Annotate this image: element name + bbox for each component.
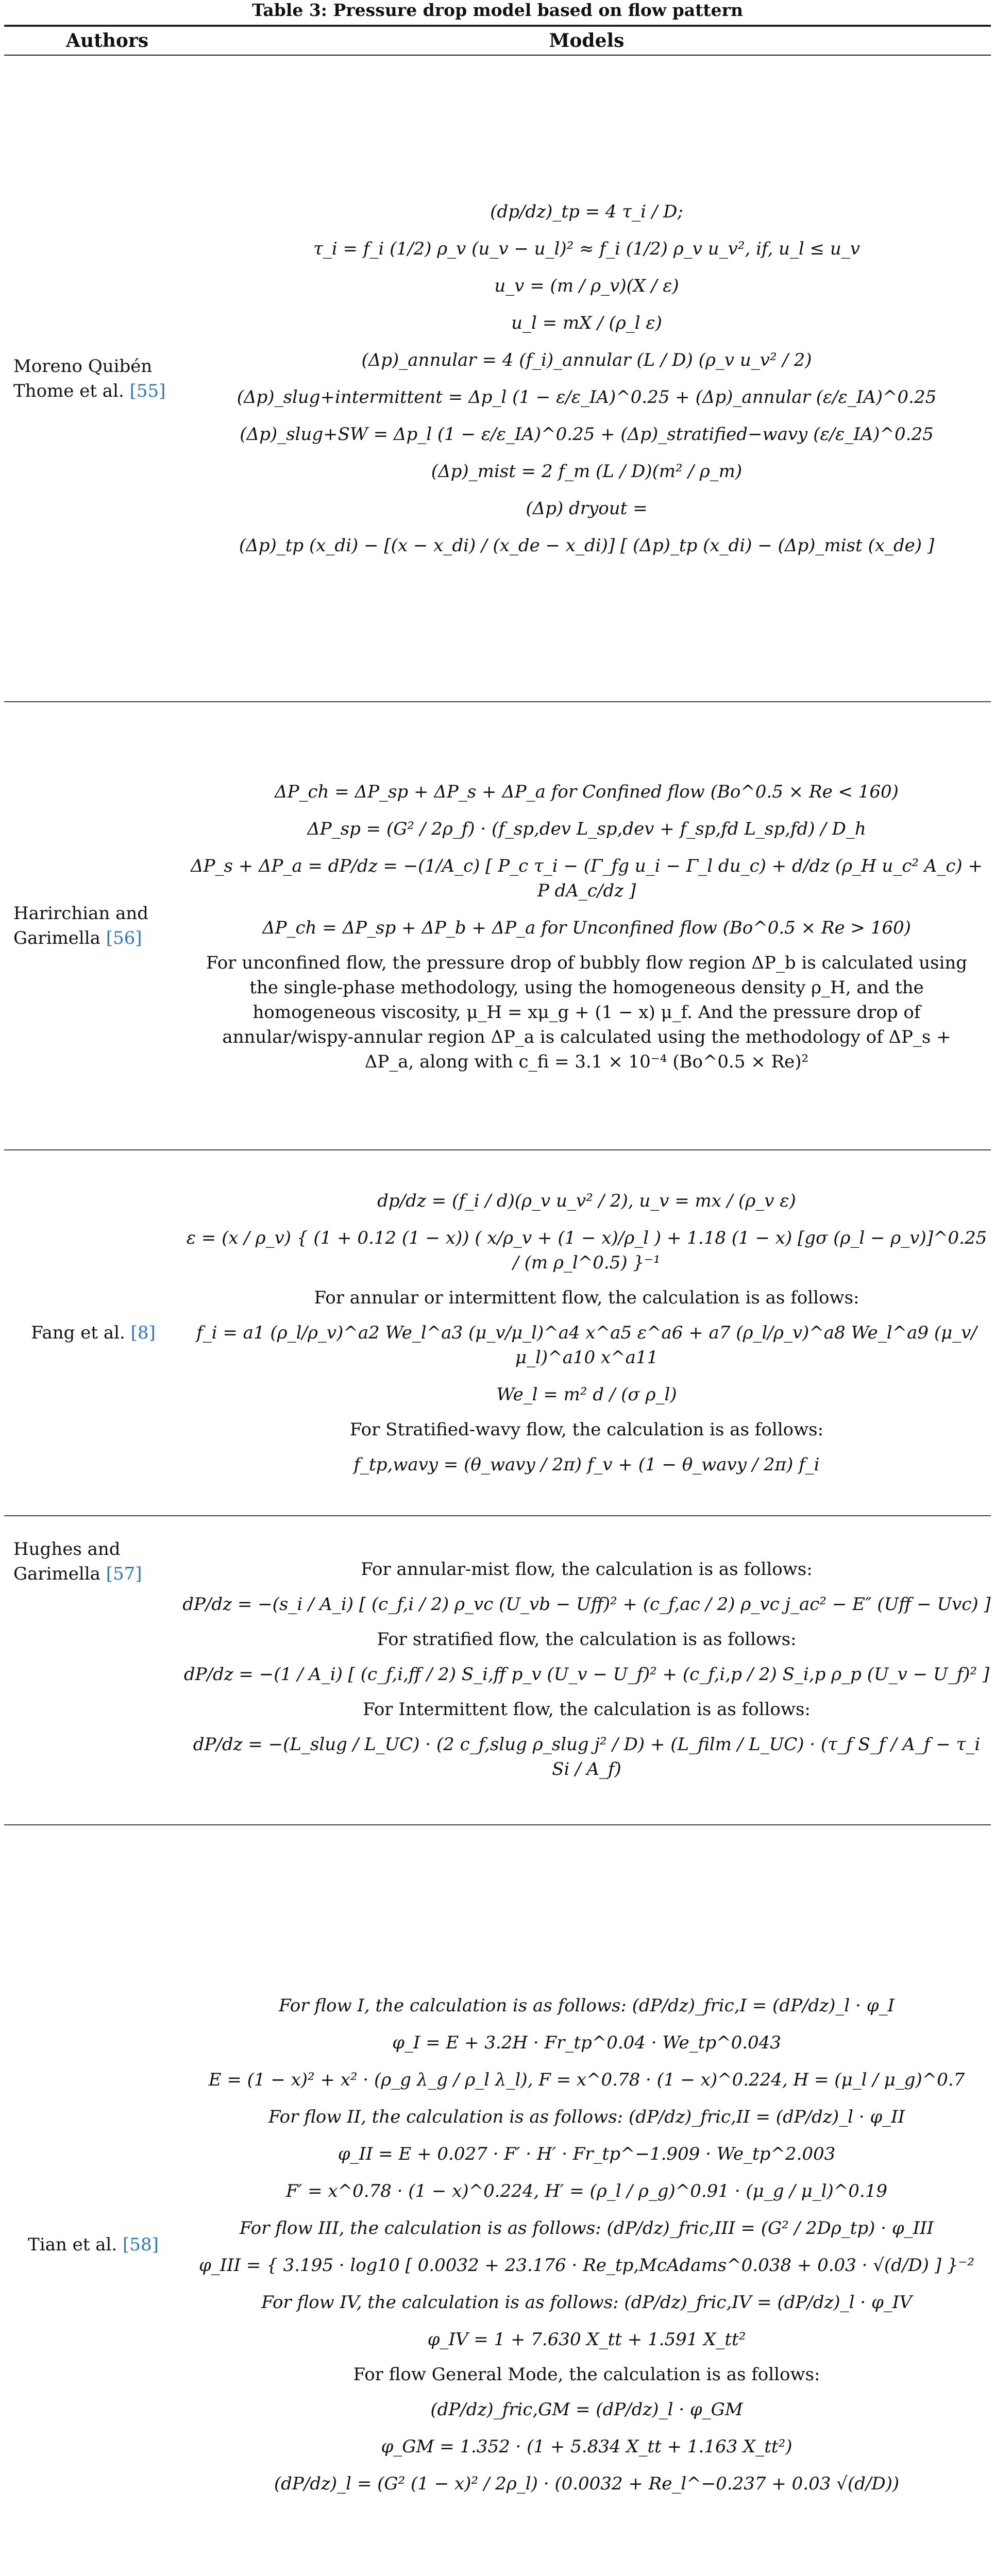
models-cell — [182, 55, 991, 702]
equation: dP/dz = −(s_i / A_i) [ (c_f,i / 2) ρ_vc (U_vb − Uff)² + (c_f,ac / 2) ρ_vc j_ac² − E″ (Uff − Uvc) ] — [182, 1594, 991, 1615]
table-row — [4, 1150, 991, 1516]
models-cell — [182, 1516, 991, 1825]
equation: For flow IV, the calculation is as follows: (dP/dz)_fric,IV = (dP/dz)_l · φ_IV — [261, 2292, 912, 2313]
equation: (Δp)_annular = 4 (f_i)_annular (L / D) (ρ_v u_v² / 2) — [361, 349, 812, 370]
equation: u_v = (m / ρ_v)(X / ε) — [494, 275, 679, 296]
table-row — [4, 702, 991, 1150]
equation: (Δp)_slug+SW = Δp_l (1 − ε/ε_IA)^0.25 + (Δp)_stratified−wavy (ε/ε_IA)^0.25 — [240, 423, 934, 445]
equation: ΔP_sp = (G² / 2ρ_f) · (f_sp,dev L_sp,dev + f_sp,fd L_sp,fd) / D_h — [307, 819, 866, 839]
model-note: For flow General Mode, the calculation is as follows: — [353, 2364, 820, 2385]
equation: E = (1 − x)² + x² · (ρ_g λ_g / ρ_l λ_l), F = x^0.78 · (1 − x)^0.224, H = (μ_l / μ_g)^0.7 — [208, 2069, 965, 2090]
citation-link[interactable]: [8] — [130, 1323, 156, 1343]
equation: φ_I = E + 3.2H · Fr_tp^0.04 · We_tp^0.043 — [392, 2032, 781, 2053]
equation: φ_III = { 3.195 · log10 [ 0.0032 + 23.176 · Re_tp,McAdams^0.038 + 0.03 · √(d/D) ] }⁻² — [198, 2255, 974, 2276]
equation: For flow II, the calculation is as follows: (dP/dz)_fric,II = (dP/dz)_l · φ_II — [268, 2106, 905, 2127]
equation: (Δp)_slug+intermittent = Δp_l (1 − ε/ε_IA)^0.25 + (Δp)_annular (ε/ε_IA)^0.25 — [237, 386, 937, 408]
equation: φ_II = E + 0.027 · F′ · H′ · Fr_tp^−1.909 · We_tp^2.003 — [338, 2143, 836, 2164]
table-row — [4, 55, 991, 702]
author-cell — [4, 1516, 182, 1825]
equation: φ_GM = 1.352 · (1 + 5.834 X_tt + 1.163 X_tt²) — [381, 2436, 792, 2457]
author-cell — [4, 1825, 182, 2576]
author-cell — [4, 702, 182, 1150]
equation: τ_i = f_i (1/2) ρ_v (u_v − u_l)² ≈ f_i (1/2) ρ_v u_v², if, u_l ≤ u_v — [313, 238, 860, 259]
equation: ΔP_ch = ΔP_sp + ΔP_s + ΔP_a for Confined flow (Bo^0.5 × Re < 160) — [275, 782, 899, 802]
equation: ΔP_s + ΔP_a = dP/dz = −(1/A_c) [ P_c τ_i − (Γ_fg u_i − Γ_l du_c) + d/dz (ρ_H u_c² A_c) + P dA_c/dz ] — [191, 856, 983, 901]
equation: dP/dz = −(1 / A_i) [ (c_f,i,ff / 2) S_i,ff p_v (U_v − U_f)² + (c_f,i,p / 2) S_i,p ρ_p (U_v − U_f)² ] — [183, 1664, 990, 1685]
equation: φ_IV = 1 + 7.630 X_tt + 1.591 X_tt² — [427, 2329, 746, 2350]
models-cell — [182, 702, 991, 1150]
author-cell — [4, 1150, 182, 1516]
equation: F′ = x^0.78 · (1 − x)^0.224, H′ = (ρ_l / ρ_g)^0.91 · (μ_g / μ_l)^0.19 — [285, 2180, 887, 2201]
equation: For flow I, the calculation is as follows: (dP/dz)_fric,I = (dP/dz)_l · φ_I — [279, 1995, 895, 2016]
models-cell — [182, 1150, 991, 1516]
author-name: Tian et al. — [28, 2234, 123, 2255]
citation-link[interactable]: [55] — [129, 380, 166, 401]
citation-link[interactable]: [58] — [123, 2234, 159, 2255]
equation: (dp/dz)_tp = 4 τ_i / D; — [490, 201, 683, 222]
equation: (Δp)_mist = 2 f_m (L / D)(m² / ρ_m) — [431, 461, 743, 482]
author-name: Harirchian and Garimella — [13, 903, 149, 948]
model-note: For stratified flow, the calculation is as follows: — [377, 1629, 797, 1650]
equation: (Δp)_tp (x_di) − [(x − x_di) / (x_de − x_di)] [ (Δp)_tp (x_di) − (Δp)_mist (x_de) ] — [239, 535, 935, 556]
author-cell — [4, 55, 182, 702]
citation-link[interactable]: [57] — [106, 1564, 142, 1584]
citation-link[interactable]: [56] — [106, 928, 142, 948]
model-note: For Intermittent flow, the calculation is as follows: — [363, 1699, 811, 1720]
header-authors: Authors — [4, 26, 182, 55]
model-note: For Stratified-wavy flow, the calculation is as follows: — [349, 1419, 824, 1440]
equation: f_tp,wavy = (θ_wavy / 2π) f_v + (1 − θ_wavy / 2π) f_i — [353, 1454, 820, 1475]
author-name: Moreno Quibén Thome et al. — [13, 355, 153, 401]
equation: ε = (x / ρ_v) { (1 + 0.12 (1 − x)) ( x/ρ_v + (1 − x)/ρ_l ) + 1.18 (1 − x) [gσ (ρ_l − ρ_v)]^0.25 / (m ρ_l^0.5) }⁻¹ — [186, 1228, 987, 1273]
equation: dp/dz = (f_i / d)(ρ_v u_v² / 2), u_v = mx / (ρ_v ε) — [377, 1191, 796, 1211]
table-row — [4, 1825, 991, 2576]
equation: u_l = mX / (ρ_l ε) — [511, 312, 662, 333]
model-note: For unconfined flow, the pressure drop of bubbly flow region ΔP_b is calculated using the single-phase methodology, using the homogeneous density ρ_H, and the homogeneous viscosity, μ_H = xμ_g + (1 − x) μ_f. And the pressure drop of annular/wispy-annular region ΔP_a is calculated using the methodology of ΔP_s + ΔP_a, along with c_fi = 3.1 × 10⁻⁴ (Bo^0.5 × Re)² — [206, 953, 968, 1072]
models-table — [4, 25, 991, 2576]
header-models: Models — [182, 26, 991, 55]
equation: ΔP_ch = ΔP_sp + ΔP_b + ΔP_a for Unconfined flow (Bo^0.5 × Re > 160) — [262, 918, 911, 938]
model-note: For annular or intermittent flow, the calculation is as follows: — [314, 1287, 859, 1308]
table-row — [4, 1516, 991, 1825]
equation: f_i = a1 (ρ_l/ρ_v)^a2 We_l^a3 (μ_v/μ_l)^a4 x^a5 ε^a6 + a7 (ρ_l/ρ_v)^a8 We_l^a9 (μ_v/μ_l)^a10 x^a11 — [196, 1323, 977, 1368]
equation: (Δp) dryout = — [526, 498, 648, 519]
equation: (dP/dz)_fric,GM = (dP/dz)_l · φ_GM — [430, 2399, 743, 2420]
author-name: Fang et al. — [31, 1323, 131, 1343]
equation: We_l = m² d / (σ ρ_l) — [496, 1384, 677, 1405]
equation: dP/dz = −(L_slug / L_UC) · (2 c_f,slug ρ_slug j² / D) + (L_film / L_UC) · (τ_f S_f / A_f − τ_i Si / A_f) — [193, 1734, 981, 1780]
author-name: Hughes and Garimella — [13, 1539, 121, 1584]
model-note: For annular-mist flow, the calculation is as follows: — [361, 1559, 813, 1580]
models-cell — [182, 1825, 991, 2576]
header-row — [4, 26, 991, 55]
equation: For flow III, the calculation is as follows: (dP/dz)_fric,III = (G² / 2Dρ_tp) · φ_III — [240, 2217, 934, 2239]
table-caption: Table 3: Pressure drop model based on flow pattern — [251, 0, 744, 20]
equation: (dP/dz)_l = (G² (1 − x)² / 2ρ_l) · (0.0032 + Re_l^−0.237 + 0.03 √(d/D)) — [274, 2473, 900, 2494]
